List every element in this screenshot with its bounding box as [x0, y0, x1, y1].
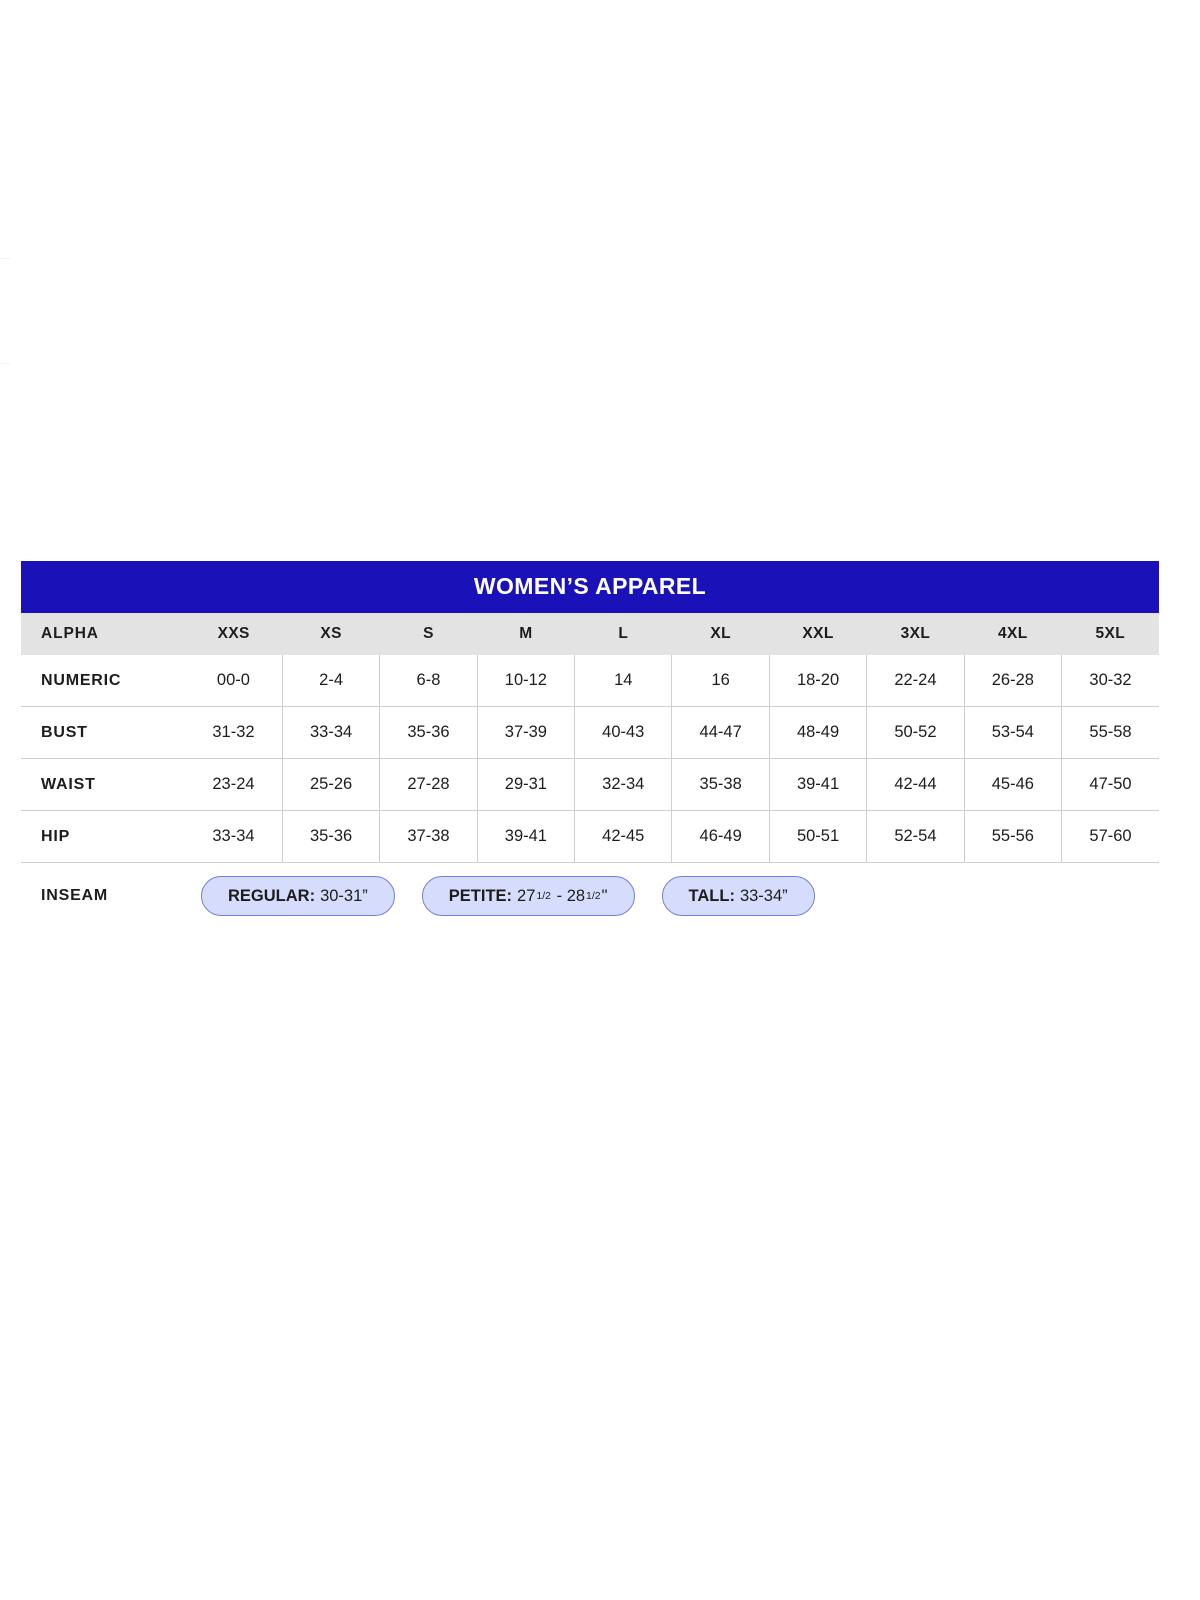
cell-numeric-xs: 2-4 — [282, 655, 379, 707]
chart-title: WOMEN’S APPAREL — [21, 561, 1159, 613]
cell-numeric-l: 14 — [575, 655, 672, 707]
column-header-xxl: XXL — [769, 613, 866, 655]
table-row — [21, 655, 1159, 707]
scan-artifact-line-2 — [0, 363, 10, 364]
column-header-xxs: XXS — [185, 613, 282, 655]
cell-bust-xs: 33-34 — [282, 707, 379, 759]
inseam-tall-label: TALL: — [688, 886, 735, 905]
cell-waist-xs: 25-26 — [282, 759, 379, 811]
row-label-numeric: NUMERIC — [21, 655, 185, 707]
cell-bust-4xl: 53-54 — [964, 707, 1061, 759]
column-header-l: L — [575, 613, 672, 655]
cell-bust-m: 37-39 — [477, 707, 574, 759]
column-header-3xl: 3XL — [867, 613, 964, 655]
table-row — [21, 759, 1159, 811]
cell-numeric-s: 6-8 — [380, 655, 477, 707]
column-header-s: S — [380, 613, 477, 655]
column-header-xl: XL — [672, 613, 769, 655]
cell-waist-xxl: 39-41 — [769, 759, 866, 811]
cell-hip-xxs: 33-34 — [185, 811, 282, 863]
column-header-row — [21, 613, 1159, 655]
table-row — [21, 707, 1159, 759]
row-label-waist: WAIST — [21, 759, 185, 811]
column-header-4xl: 4XL — [964, 613, 1061, 655]
inseam-option-regular[interactable] — [201, 876, 395, 916]
cell-hip-4xl: 55-56 — [964, 811, 1061, 863]
cell-waist-s: 27-28 — [380, 759, 477, 811]
size-table — [21, 613, 1159, 929]
cell-waist-5xl: 47-50 — [1062, 759, 1159, 811]
inseam-petite-value-suffix: " — [601, 886, 608, 905]
column-header-alpha: ALPHA — [21, 613, 185, 655]
cell-numeric-m: 10-12 — [477, 655, 574, 707]
cell-numeric-5xl: 30-32 — [1062, 655, 1159, 707]
inseam-petite-label: PETITE: — [448, 886, 513, 905]
cell-hip-s: 37-38 — [380, 811, 477, 863]
row-label-inseam: INSEAM — [41, 887, 109, 905]
cell-hip-3xl: 52-54 — [867, 811, 964, 863]
inseam-option-petite[interactable]: PETITE: 27 1/2 - 28 1/2 " — [422, 876, 635, 916]
table-row — [21, 811, 1159, 863]
cell-numeric-xxs: 00-0 — [185, 655, 282, 707]
inseam-option-tall[interactable] — [662, 876, 815, 916]
column-header-m: M — [477, 613, 574, 655]
inseam-regular-label: REGULAR: — [228, 886, 316, 905]
cell-waist-xl: 35-38 — [672, 759, 769, 811]
inseam-petite-value-mid: - 28 — [556, 886, 586, 905]
cell-bust-s: 35-36 — [380, 707, 477, 759]
cell-hip-m: 39-41 — [477, 811, 574, 863]
inseam-options — [185, 863, 1159, 930]
inseam-row — [21, 863, 1159, 930]
cell-waist-4xl: 45-46 — [964, 759, 1061, 811]
column-header-xs: XS — [282, 613, 379, 655]
inseam-pill-row — [185, 876, 1159, 916]
cell-bust-l: 40-43 — [575, 707, 672, 759]
table-head — [21, 613, 1159, 655]
cell-waist-m: 29-31 — [477, 759, 574, 811]
row-label-bust: BUST — [21, 707, 185, 759]
cell-waist-l: 32-34 — [575, 759, 672, 811]
womens-apparel-size-chart — [21, 561, 1159, 929]
inseam-tall-value: 33-34” — [739, 886, 788, 905]
table-body — [21, 655, 1159, 929]
cell-numeric-4xl: 26-28 — [964, 655, 1061, 707]
cell-numeric-xxl: 18-20 — [769, 655, 866, 707]
cell-bust-xxs: 31-32 — [185, 707, 282, 759]
cell-numeric-xl: 16 — [672, 655, 769, 707]
cell-hip-xxl: 50-51 — [769, 811, 866, 863]
inseam-regular-value: 30-31” — [320, 886, 368, 905]
cell-bust-xxl: 48-49 — [769, 707, 866, 759]
cell-hip-xl: 46-49 — [672, 811, 769, 863]
cell-bust-3xl: 50-52 — [867, 707, 964, 759]
cell-bust-xl: 44-47 — [672, 707, 769, 759]
cell-waist-xxs: 23-24 — [185, 759, 282, 811]
cell-bust-5xl: 55-58 — [1062, 707, 1159, 759]
row-label-hip: HIP — [21, 811, 185, 863]
cell-hip-xs: 35-36 — [282, 811, 379, 863]
inseam-petite-value-prefix: 27 — [517, 886, 536, 905]
cell-waist-3xl: 42-44 — [867, 759, 964, 811]
cell-hip-l: 42-45 — [575, 811, 672, 863]
column-header-5xl: 5XL — [1062, 613, 1159, 655]
scan-artifact-line-1 — [0, 258, 10, 259]
cell-hip-5xl: 57-60 — [1062, 811, 1159, 863]
cell-numeric-3xl: 22-24 — [867, 655, 964, 707]
